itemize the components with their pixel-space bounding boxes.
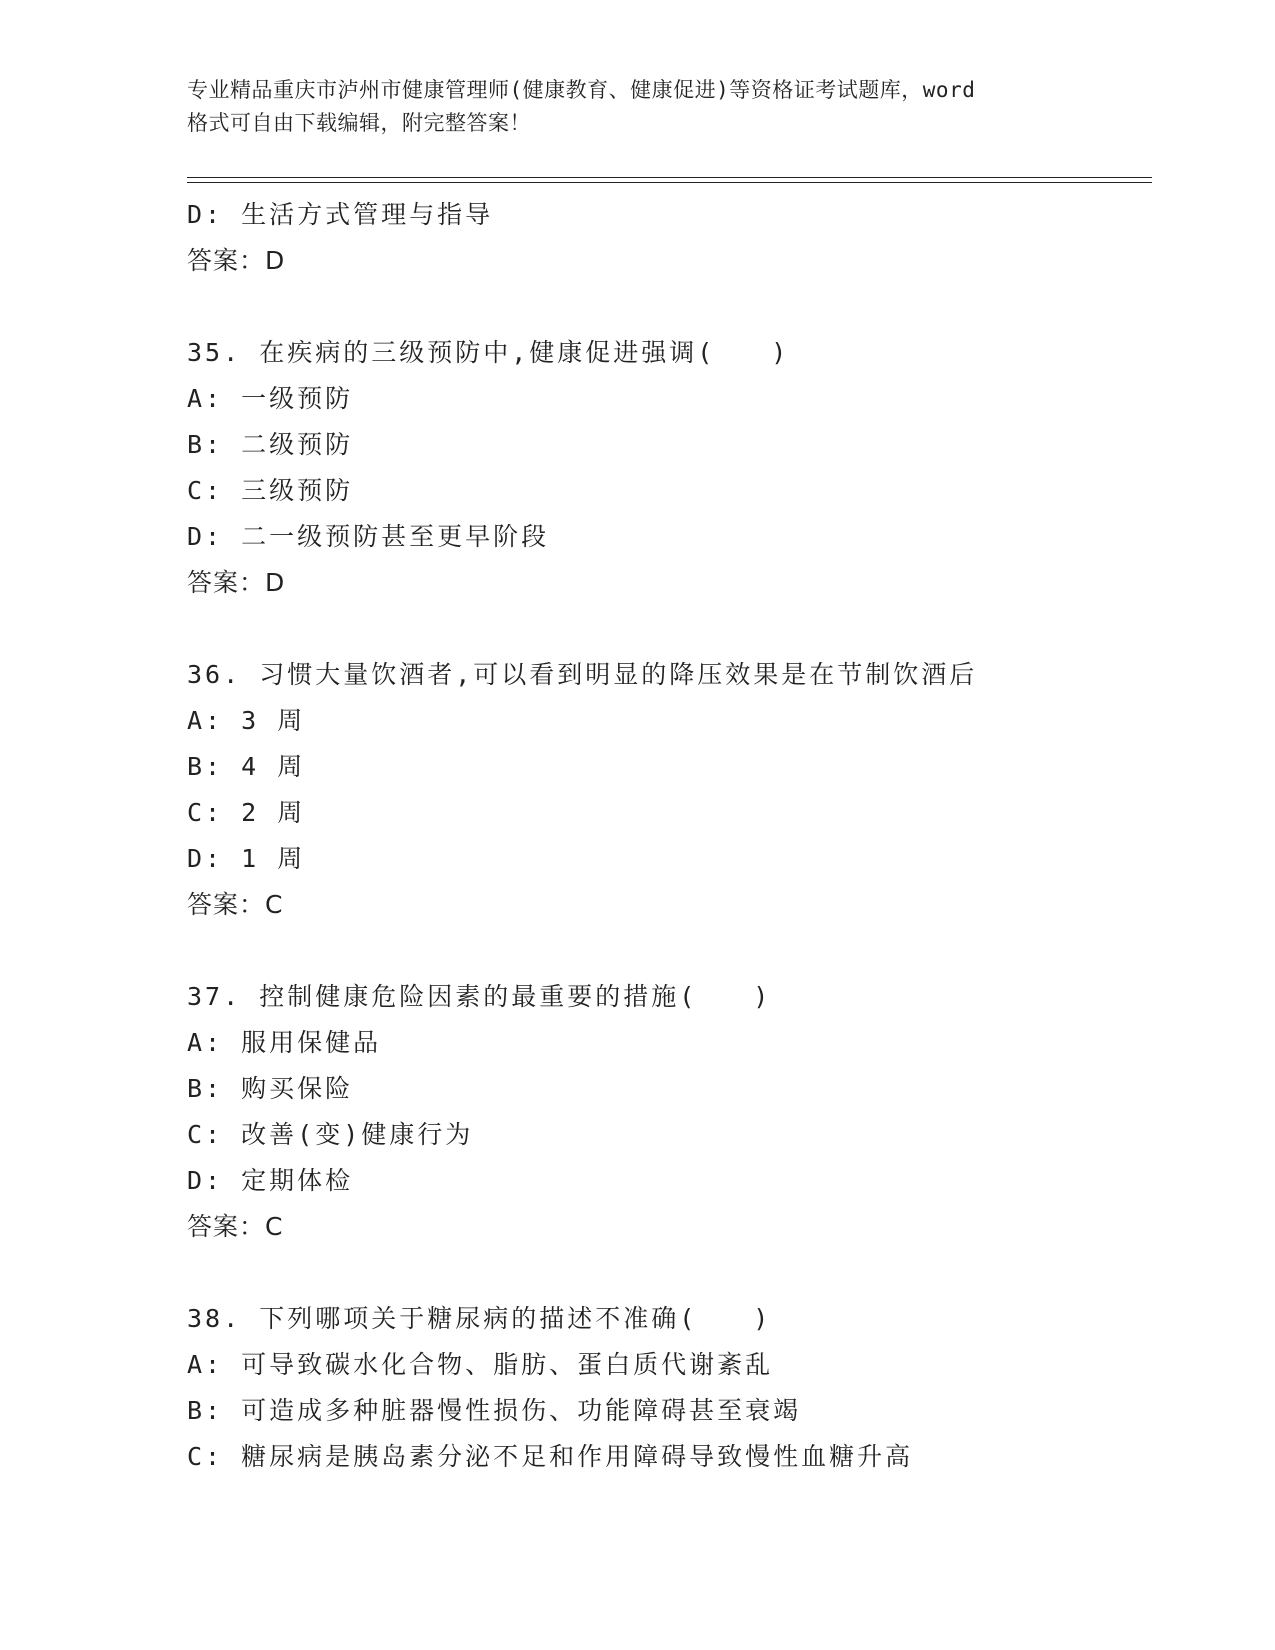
option-b: B: 购买保险 bbox=[187, 1074, 354, 1103]
question-list bbox=[187, 192, 1147, 1480]
option-b: B: 4 周 bbox=[187, 752, 306, 781]
question-37 bbox=[187, 974, 1147, 1250]
header-rule-bottom bbox=[187, 182, 1152, 183]
answer: 答案：C bbox=[187, 1212, 284, 1241]
option-a: A: 3 周 bbox=[187, 706, 306, 735]
spacer bbox=[187, 1250, 1147, 1296]
option-c: C: 糖尿病是胰岛素分泌不足和作用障碍导致慢性血糖升高 bbox=[187, 1442, 914, 1471]
option-a: A: 服用保健品 bbox=[187, 1028, 382, 1057]
option-d: D: 定期体检 bbox=[187, 1166, 354, 1195]
option-d: D: 1 周 bbox=[187, 844, 306, 873]
question-stem: 35. 在疾病的三级预防中,健康促进强调( ) bbox=[187, 338, 790, 367]
spacer bbox=[187, 928, 1147, 974]
answer: 答案：C bbox=[187, 890, 284, 919]
header-rule-top bbox=[187, 177, 1152, 178]
question-35 bbox=[187, 330, 1147, 606]
header-line-1: 专业精品重庆市泸州市健康管理师(健康教育、健康促进)等资格证考试题库，word bbox=[187, 78, 976, 102]
option-a: A: 一级预防 bbox=[187, 384, 354, 413]
question-36 bbox=[187, 652, 1147, 928]
question-stem: 38. 下列哪项关于糖尿病的描述不准确( ) bbox=[187, 1304, 772, 1333]
option-c: C: 改善(变)健康行为 bbox=[187, 1120, 474, 1149]
spacer bbox=[187, 284, 1147, 330]
option-c: C: 2 周 bbox=[187, 798, 306, 827]
option-a: A: 可导致碳水化合物、脂肪、蛋白质代谢紊乱 bbox=[187, 1350, 774, 1379]
option-b: B: 可造成多种脏器慢性损伤、功能障碍甚至衰竭 bbox=[187, 1396, 802, 1425]
previous-question-tail bbox=[187, 192, 1147, 284]
spacer bbox=[187, 606, 1147, 652]
answer: 答案：D bbox=[187, 246, 286, 275]
option-b: B: 二级预防 bbox=[187, 430, 354, 459]
option-c: C: 三级预防 bbox=[187, 476, 354, 505]
header-line-2: 格式可自由下载编辑，附完整答案！ bbox=[187, 111, 531, 135]
option-d: D: 二一级预防甚至更早阶段 bbox=[187, 522, 550, 551]
question-stem: 36. 习惯大量饮酒者,可以看到明显的降压效果是在节制饮酒后 bbox=[187, 660, 978, 689]
answer: 答案：D bbox=[187, 568, 286, 597]
question-stem: 37. 控制健康危险因素的最重要的措施( ) bbox=[187, 982, 772, 1011]
option-d: D: 生活方式管理与指导 bbox=[187, 200, 494, 229]
page-header bbox=[187, 74, 1087, 140]
question-38 bbox=[187, 1296, 1147, 1480]
